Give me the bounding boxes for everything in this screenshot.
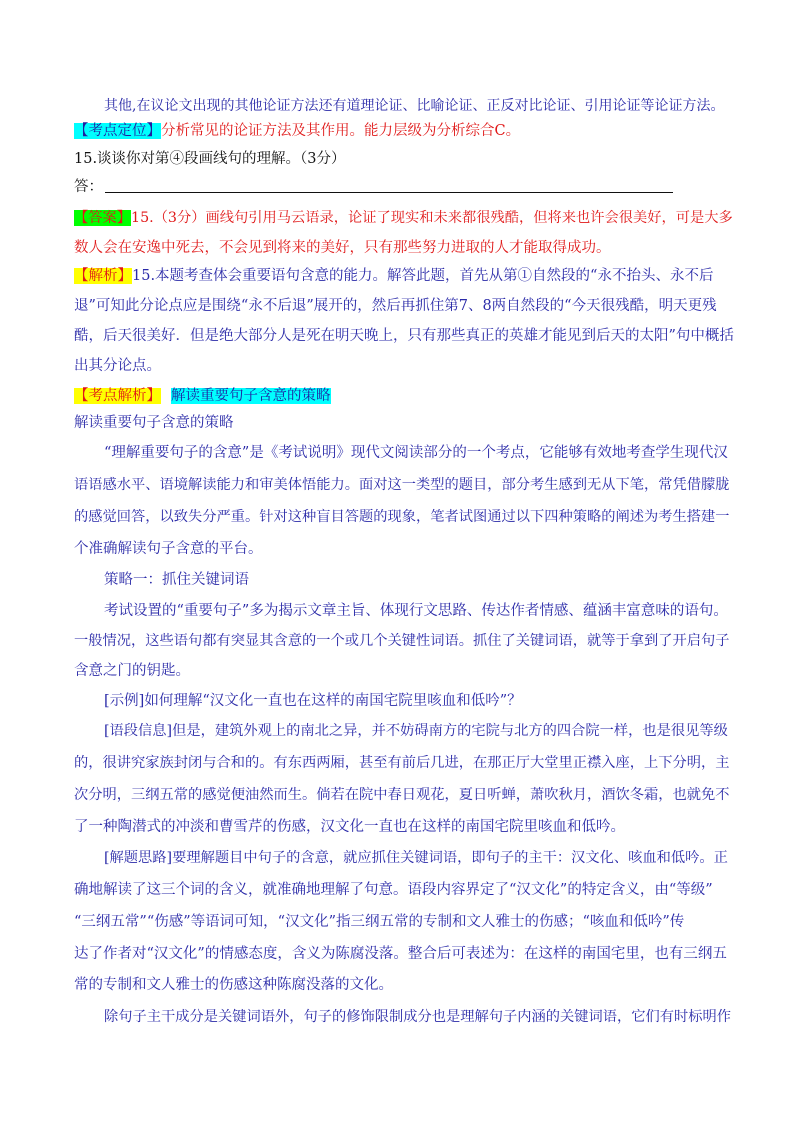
- paragraph-line: 的感觉回答，以致失分严重。针对这种盲目答题的现象，笔者试图通过以下四种策略的阐述为考生搭建一: [74, 509, 730, 525]
- paragraph-line: 退”可知此分论点应是围绕“永不后退”展开的，然后再抓住第7、8两自然段的“今天很残酷，明天更残: [74, 298, 717, 314]
- kaodian-jiexi-tag: 【考点解析】: [74, 388, 161, 404]
- kaodian-dingwei-row: [74, 121, 734, 141]
- answer-blank: [105, 178, 673, 193]
- paragraph-line: 的，很讲究家族封闭与合和的。有东西两厢，甚至有前后几进，在那正厅大堂里正襟入座，上下分明，主: [74, 755, 730, 771]
- answer-line: [74, 177, 734, 197]
- paragraph-line: 个准确解读句子含意的平台。: [74, 541, 263, 557]
- kaodian-dingwei-text: 分析常见的论证方法及其作用。能力层级为分析综合C。: [161, 123, 521, 139]
- paragraph-line: 达了作者对“汉文化”的情感态度，含义为陈腐没落。整合后可表述为：在这样的南国宅里，也有三纲五: [74, 946, 727, 962]
- paragraph-line: 酷，后天很美好．但是绝大部分人是死在明天晚上，只有那些真正的英雄才能见到后天的太阳”句中概括: [74, 328, 734, 344]
- jiexi-row: [74, 266, 734, 286]
- kaodian-jiexi-title: 解读重要句子含意的策略: [171, 388, 331, 404]
- paragraph-line: 确地解读了这三个词的含义，就准确地理解了句意。语段内容界定了“汉文化”的特定含义，由“等级”: [74, 882, 713, 898]
- paragraph-line: “三纲五常”“伤感”等语词可知，“汉文化”指三纲五常的专制和文人雅士的伤感；“咳血和低吟”传: [74, 914, 685, 930]
- paragraph-line: [语段信息]但是，建筑外观上的南北之异，并不妨碍南方的宅院与北方的四合院一样，也是很见等级: [104, 723, 728, 739]
- paragraph-line: 常的专制和文人雅士的伤感这种陈腐没落的文化。: [74, 977, 393, 993]
- jiexi-tag: 【解析】: [74, 268, 132, 284]
- paragraph-line: 考试设置的“重要句子”多为揭示文章主旨、体现行文思路、传达作者情感、蕴涵丰富意味的语句。: [104, 603, 728, 619]
- example-line: [示例]如何理解“汉文化一直也在这样的南国宅院里咳血和低吟”？: [104, 693, 522, 709]
- paragraph-line: 次分明，三纲五常的感觉便油然而生。倘若在院中春日观花，夏日听蝉，萧吹秋月，酒饮冬霜，也就免不: [74, 787, 730, 803]
- daan-tag: 【答案】: [74, 210, 132, 226]
- paragraph-line: [解题思路]要理解题目中句子的含意，就应抓住关键词语，即句子的主干：汉文化、咳血和低吟。正: [104, 850, 728, 866]
- kaodian-dingwei-tag: 【考点定位】: [74, 123, 161, 139]
- question-15: 15.谈谈你对第④段画线句的理解。（3分）: [74, 151, 346, 167]
- answer-label: 答：: [74, 179, 103, 195]
- daan-row: [74, 208, 734, 228]
- paragraph-line: 了一种陶潜式的冲淡和曹雪芹的伤感，汉文化一直也在这样的南国宅院里咳血和低吟。: [74, 819, 625, 835]
- paragraph-line: 含意之门的钥匙。: [74, 663, 190, 679]
- paragraph-line: 其他,在议论文出现的其他论证方法还有道理论证、比喻论证、正反对比论证、引用论证等论证方法。: [104, 98, 725, 114]
- paragraph-line: “理解重要句子的含意”是《考试说明》现代文阅读部分的一个考点，它能够有效地考查学生现代汉: [104, 445, 728, 461]
- paragraph-line: 出其分论点。: [74, 358, 161, 374]
- paragraph-line: 一般情况，这些语句都有突显其含意的一个或几个关键性词语。抓住了关键词语，就等于拿到了开启句子: [74, 633, 730, 649]
- kaodian-jiexi-row: [74, 386, 734, 406]
- section-heading: 解读重要句子含意的策略: [74, 415, 234, 431]
- daan-text: 15.（3分）画线句引用马云语录，论证了现实和未来都很残酷，但将来也许会很美好，可是大多: [131, 210, 733, 226]
- paragraph-line: 数人会在安逸中死去，不会见到将来的美好，只有那些努力进取的人才能取得成功。: [74, 240, 611, 256]
- jiexi-text: 15.本题考查体会重要语句含意的能力。解答此题，首先从第①自然段的“永不抬头、永不后: [132, 268, 714, 284]
- paragraph-line: 语语感水平、语境解读能力和审美体悟能力。面对这一类型的题目，部分考生感到无从下笔，常凭借朦胧: [74, 477, 730, 493]
- paragraph-line: 除句子主干成分是关键词语外，句子的修饰限制成分也是理解句子内涵的关键词语，它们有时标明作: [104, 1009, 732, 1025]
- strategy-heading: 策略一：抓住关键词语: [104, 572, 249, 588]
